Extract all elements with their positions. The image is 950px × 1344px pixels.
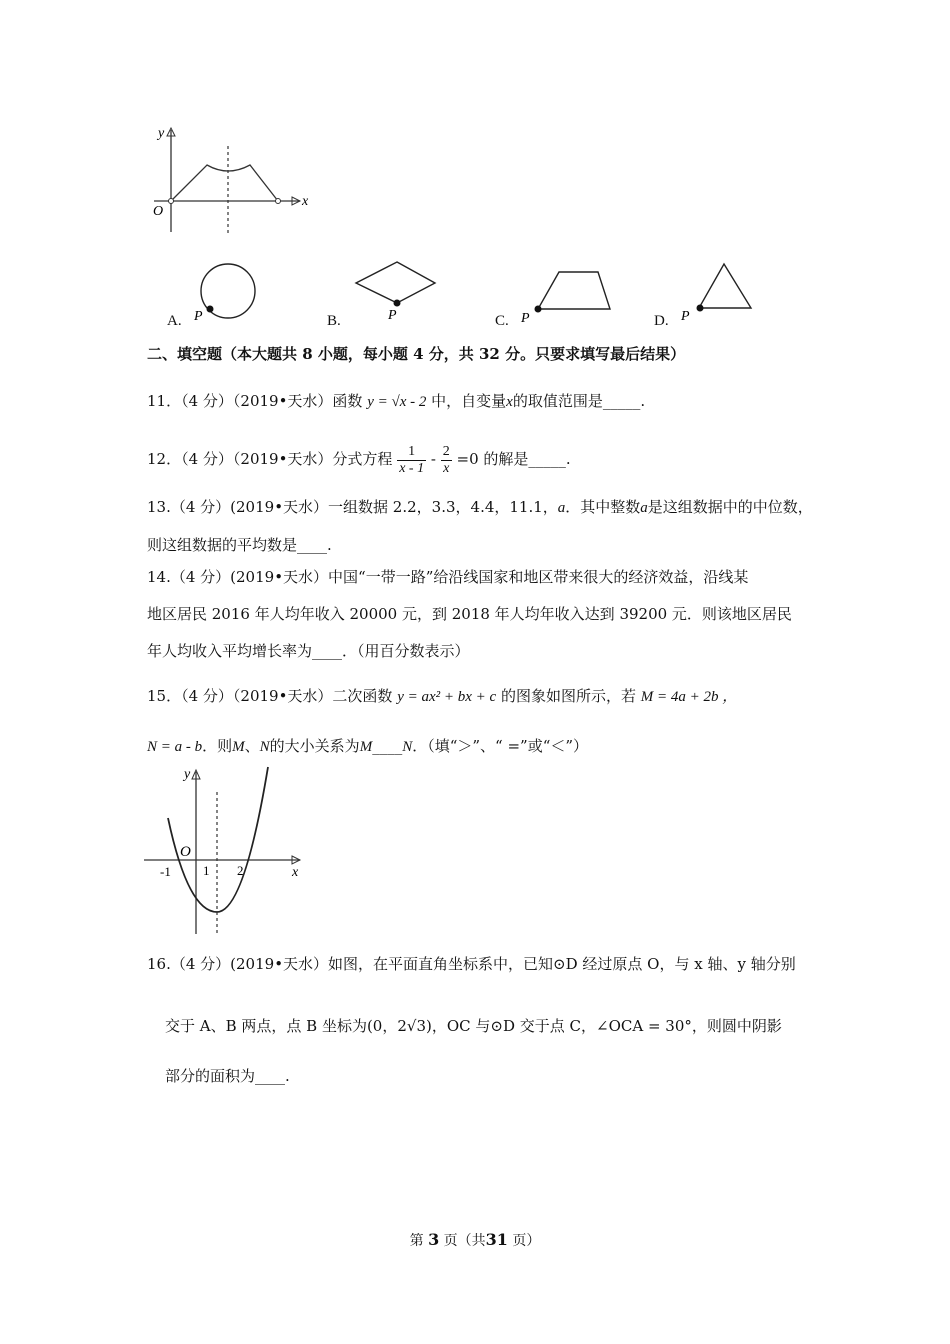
tick-minus-1: -1: [160, 864, 171, 879]
curve: [171, 165, 278, 201]
question-12: 12．（4 分）（2019•天水）分式方程 $\frac{1}{x - 1}$ - $\frac{2}{x}$ =0 的解是_____.: [147, 443, 571, 476]
open-point-left: [169, 199, 174, 204]
origin-label: O: [180, 844, 191, 860]
open-point-right: [276, 199, 281, 204]
svg-text:P: P: [194, 309, 203, 324]
y-label: y: [158, 126, 165, 141]
option-b-letter: B.: [327, 313, 341, 329]
tick-2: 2: [237, 863, 244, 878]
option-c-trapezoid: [518, 264, 618, 324]
figure-top-graph: [140, 122, 320, 242]
question-11: 11．（4 分）（2019•天水）函数 y = √x - 2 中，自变量x的取值范围是_____.: [147, 392, 646, 410]
svg-text:P: P: [521, 311, 530, 324]
question-16-line-3: 部分的面积为____.: [165, 1067, 290, 1085]
question-14-line-3: 年人均收入平均增长率为____．（用百分数表示）: [147, 642, 470, 660]
question-15-line-1: 15．（4 分）（2019•天水）二次函数 y = ax² + bx + c 的图象如图所示，若 M = 4a + 2b ，: [147, 687, 738, 705]
page-footer: 第 3 页（共31 页）: [409, 1230, 541, 1249]
question-16-line-1: 16.（4 分）(2019•天水）如图，在平面直角坐标系中，已知⊙D 经过原点 O，与 x 轴、y 轴分别: [147, 955, 796, 973]
question-14-line-2: 地区居民 2016 年人均年收入 20000 元，到 2018 年人均年收入达到 39200 元．则该地区居民: [147, 605, 792, 623]
option-d-triangle: [677, 260, 757, 322]
x-label: x: [292, 865, 299, 880]
option-c-letter: C.: [495, 313, 509, 329]
option-b-rhombus: [350, 255, 440, 327]
option-a-circle: [190, 258, 262, 326]
figure-parabola: [140, 762, 310, 942]
parabola: [168, 767, 268, 912]
tick-1: 1: [203, 863, 210, 878]
section-title: 二、填空题（本大题共 8 小题，每小题 4 分，共 32 分。只要求填写最后结果）: [147, 345, 686, 363]
svg-text:P: P: [388, 308, 397, 323]
question-13-line-1: 13.（4 分）(2019•天水）一组数据 2.2，3.3，4.4，11.1，a．其中整数a是这组数据中的中位数，: [147, 498, 813, 516]
origin-label: O: [153, 204, 164, 219]
y-label: y: [184, 767, 191, 782]
question-13-line-2: 则这组数据的平均数是____.: [147, 536, 332, 554]
svg-text:P: P: [681, 309, 690, 322]
option-a-letter: A.: [167, 313, 182, 329]
x-label: x: [302, 194, 309, 209]
question-15-line-2: N = a - b．则M、N的大小关系为M____N．（填“＞”、“ =”或“＜”）: [147, 737, 589, 755]
option-d-letter: D.: [654, 313, 669, 329]
question-14-line-1: 14.（4 分）(2019•天水）中国“一带一路”给沿线国家和地区带来很大的经济效益，沿线某: [147, 568, 749, 586]
question-16-line-2: 交于 A、B 两点，点 B 坐标为(0，2√3)，OC 与⊙D 交于点 C，∠OCA = 30°，则圆中阴影: [165, 1017, 782, 1035]
